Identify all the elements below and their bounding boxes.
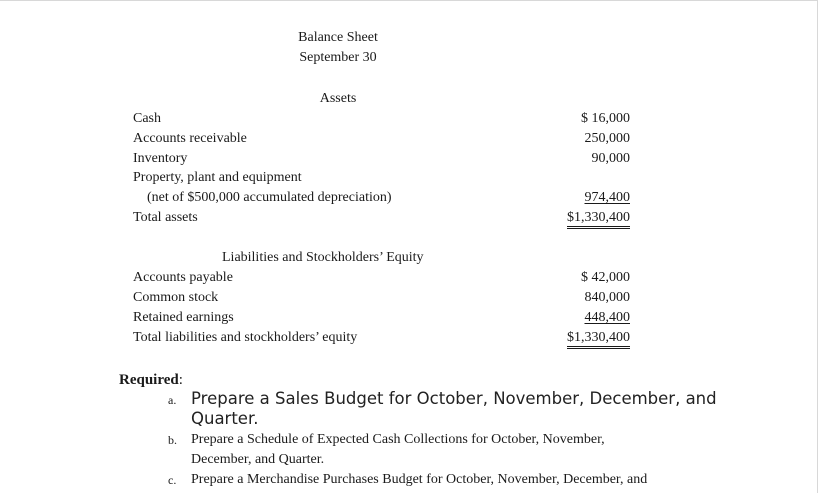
row-value-accounts-payable: $ 42,000 [581,270,630,285]
required-item-b-marker: b. [168,433,177,447]
required-item-a-line1: Prepare a Sales Budget for October, November, December, and [191,389,717,408]
row-value-total-liabilities-equity-wrap [520,330,630,346]
assets-section-label: Assets [319,91,357,106]
required-item-b-line2: December, and Quarter. [191,452,325,467]
required-colon: : [178,372,183,388]
required-item-c-line1: Prepare a Merchandise Purchases Budget for October, November, December, and [191,472,648,487]
row-value-retained-earnings: 448,400 [584,310,630,325]
required-item-b-line1: Prepare a Schedule of Expected Cash Collections for October, November, [191,432,605,447]
row-label-accounts-payable: Accounts payable [133,270,233,285]
statement-title: Balance Sheet [298,30,378,45]
row-value-total-assets-wrap [520,210,630,226]
row-value-total-liabilities-equity: $1,330,400 [567,330,630,349]
required-label: Required [119,372,179,388]
row-value-inventory: 90,000 [591,151,630,166]
statement-date: September 30 [299,50,377,65]
row-label-accounts-receivable: Accounts receivable [133,131,247,146]
row-value-ppe: 974,400 [584,190,630,205]
required-item-a-line2: Quarter. [191,409,259,428]
row-value-retained-earnings-wrap [520,310,630,326]
row-label-retained-earnings: Retained earnings [133,310,234,325]
required-item-a-marker: a. [168,393,177,407]
row-label-total-assets: Total assets [133,210,198,225]
row-label-common-stock: Common stock [133,290,219,305]
required-heading [119,372,183,389]
liabilities-section-label: Liabilities and Stockholders’ Equity [222,250,424,265]
row-value-common-stock: 840,000 [584,290,630,305]
row-label-total-liabilities-equity: Total liabilities and stockholders’ equity [133,330,358,345]
row-value-total-assets: $1,330,400 [567,210,630,229]
row-label-cash: Cash [133,111,161,126]
row-value-accounts-receivable: 250,000 [584,131,630,146]
row-label-ppe: Property, plant and equipment [133,170,302,185]
row-label-ppe-net: (net of $500,000 accumulated depreciation) [147,190,392,205]
row-value-ppe-wrap [520,190,630,206]
required-item-c-marker: c. [168,473,177,487]
row-value-cash: $ 16,000 [581,111,630,126]
row-label-inventory: Inventory [133,151,188,166]
